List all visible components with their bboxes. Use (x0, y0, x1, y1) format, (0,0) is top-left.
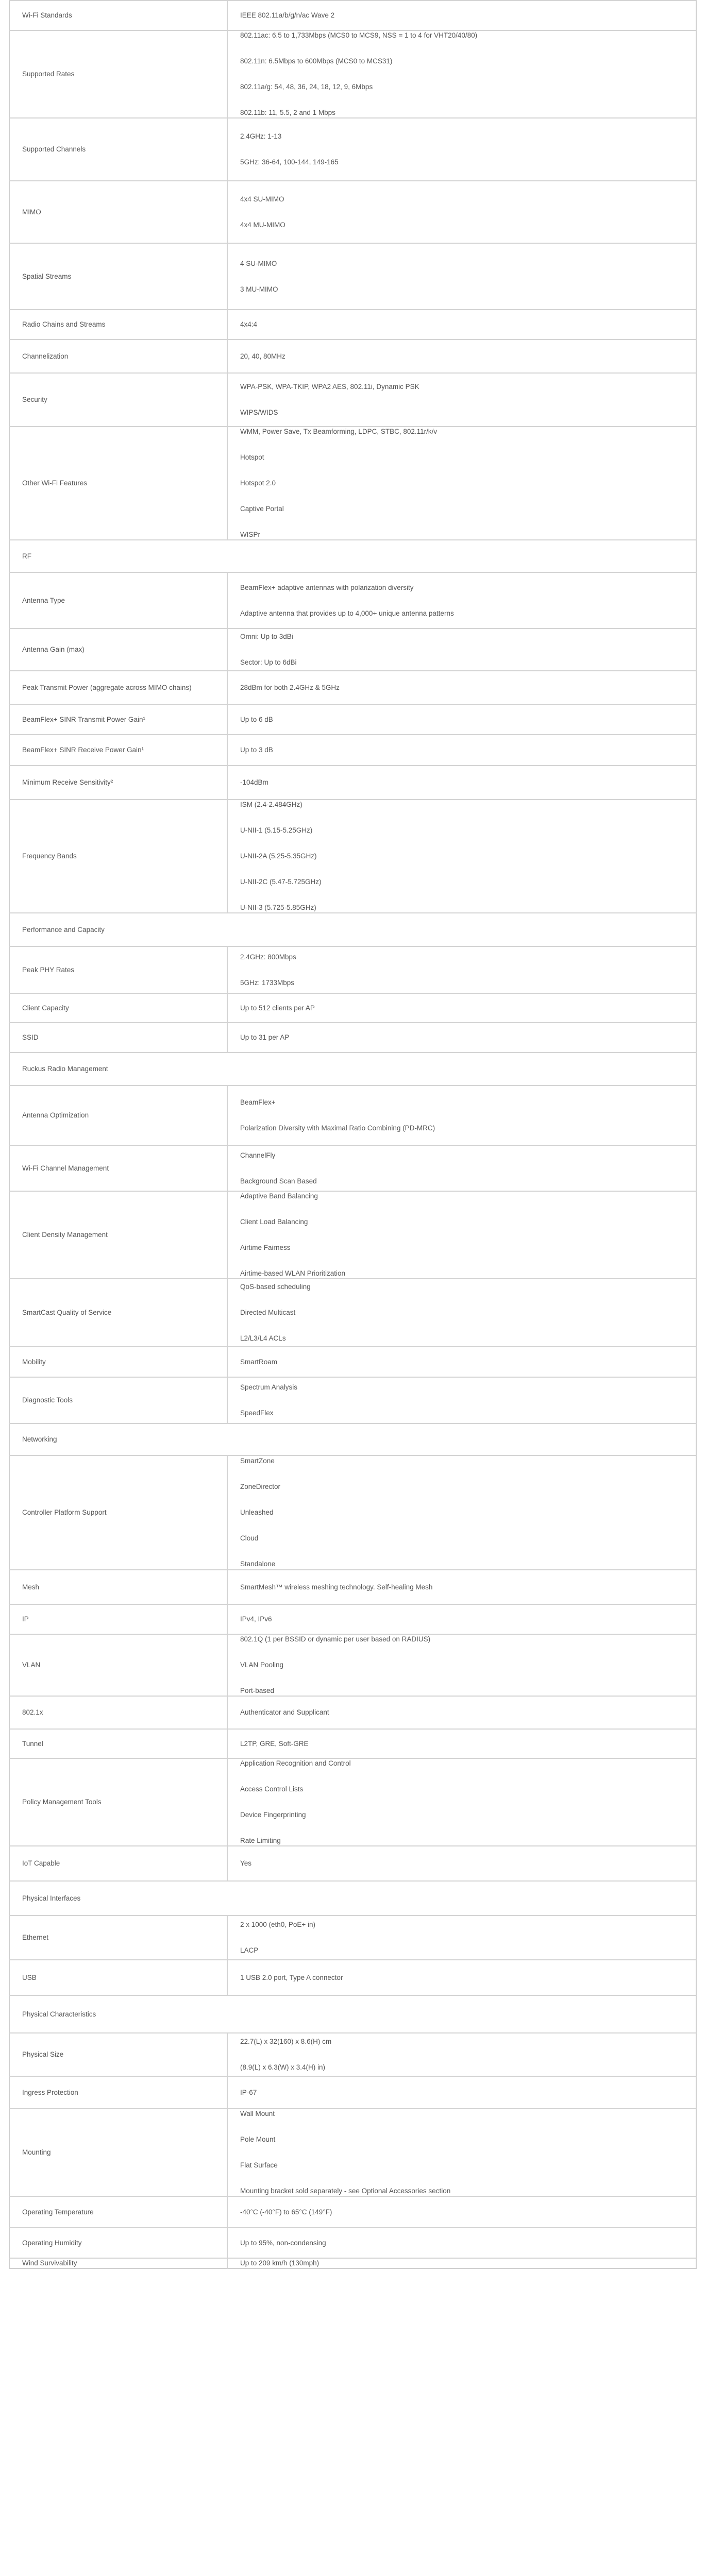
spec-label: Policy Management Tools (9, 1758, 227, 1846)
spec-label: Security (9, 373, 227, 427)
spec-value (227, 800, 696, 913)
section-heading: Physical Interfaces (9, 1881, 696, 1916)
spec-row (9, 2109, 696, 2196)
spec-value-line: 5GHz: 36-64, 100-144, 149-165 (240, 158, 339, 166)
spec-label: Antenna Type (9, 572, 227, 629)
spec-label: MIMO (9, 181, 227, 243)
spec-value-line: Hotspot (240, 453, 264, 461)
spec-row (9, 629, 696, 671)
spec-value (227, 704, 696, 735)
spec-label: IP (9, 1604, 227, 1634)
spec-value-line: 802.1Q (1 per BSSID or dynamic per user based on RADIUS) (240, 1635, 431, 1643)
spec-value (227, 373, 696, 427)
spec-row (9, 704, 696, 735)
spec-value (227, 1347, 696, 1377)
spec-value-line: U-NII-1 (5.15-5.25GHz) (240, 826, 313, 834)
spec-value-line: LACP (240, 1946, 259, 1954)
spec-value-line: Adaptive Band Balancing (240, 1192, 318, 1200)
spec-value (227, 2258, 696, 2268)
spec-value-line: Up to 512 clients per AP (240, 1004, 315, 1012)
spec-label: Other Wi-Fi Features (9, 427, 227, 540)
spec-value (227, 30, 696, 118)
spec-value-line: WIPS/WIDS (240, 409, 278, 416)
spec-value-line: Hotspot 2.0 (240, 479, 276, 487)
spec-value-line: 20, 40, 80MHz (240, 352, 285, 360)
spec-value (227, 1279, 696, 1347)
spec-value-line: SmartRoam (240, 1358, 278, 1366)
spec-row (9, 1145, 696, 1191)
spec-value-line: Up to 6 dB (240, 715, 273, 723)
spec-row (9, 1279, 696, 1347)
spec-value-line: Access Control Lists (240, 1785, 304, 1793)
spec-value (227, 946, 696, 993)
spec-row (9, 946, 696, 993)
spec-value (227, 340, 696, 373)
spec-value (227, 2109, 696, 2196)
spec-row (9, 2258, 696, 2268)
spec-row (9, 1916, 696, 1960)
spec-label: Antenna Optimization (9, 1086, 227, 1145)
spec-value-line: BeamFlex+ (240, 1098, 276, 1106)
spec-row (9, 30, 696, 118)
spec-label: Controller Platform Support (9, 1455, 227, 1570)
spec-row (9, 1086, 696, 1145)
spec-value-line: Captive Portal (240, 505, 284, 513)
spec-value-line: Up to 31 per AP (240, 1033, 290, 1041)
spec-value-line: -104dBm (240, 778, 268, 786)
spec-value-line: Standalone (240, 1560, 276, 1568)
spec-value-line: Mounting bracket sold separately - see Optional Accessories section (240, 2187, 451, 2195)
spec-value-line: Up to 209 km/h (130mph) (240, 2259, 320, 2267)
spec-label: Frequency Bands (9, 800, 227, 913)
spec-value (227, 1086, 696, 1145)
spec-value-line: Spectrum Analysis (240, 1383, 298, 1391)
section-heading: Performance and Capacity (9, 913, 696, 946)
spec-label: Ethernet (9, 1916, 227, 1960)
spec-value-line: 3 MU-MIMO (240, 285, 278, 293)
spec-value-line: Adaptive antenna that provides up to 4,000+ unique antenna patterns (240, 609, 454, 617)
spec-row (9, 671, 696, 704)
spec-value (227, 735, 696, 766)
spec-value-line: Device Fingerprinting (240, 1811, 306, 1819)
spec-label: Mesh (9, 1570, 227, 1604)
spec-value (227, 1, 696, 30)
spec-value-line: 1 USB 2.0 port, Type A connector (240, 1973, 343, 1981)
spec-row (9, 427, 696, 540)
spec-row (9, 118, 696, 181)
spec-row (9, 373, 696, 427)
spec-value-line: SpeedFlex (240, 1409, 274, 1417)
section-heading: Ruckus Radio Management (9, 1053, 696, 1086)
spec-value (227, 2076, 696, 2109)
spec-row (9, 1960, 696, 1995)
spec-row (9, 310, 696, 340)
spec-row (9, 1570, 696, 1604)
spec-value-line: 802.11n: 6.5Mbps to 600Mbps (MCS0 to MCS31) (240, 57, 393, 65)
spec-value-line: SmartZone (240, 1457, 275, 1465)
spec-value-line: 4 SU-MIMO (240, 259, 277, 267)
spec-label: Minimum Receive Sensitivity² (9, 766, 227, 800)
spec-value-line: Port-based (240, 1687, 275, 1694)
spec-row (9, 2228, 696, 2258)
spec-value (227, 181, 696, 243)
spec-row (9, 1377, 696, 1423)
spec-value-line: Airtime Fairness (240, 1244, 291, 1251)
spec-value-line: 802.11b: 11, 5.5, 2 and 1 Mbps (240, 109, 335, 116)
spec-row (9, 1023, 696, 1053)
spec-row (9, 1604, 696, 1634)
spec-value-line: 28dBm for both 2.4GHz & 5GHz (240, 683, 340, 691)
section-row (9, 1995, 696, 2033)
spec-value (227, 1455, 696, 1570)
spec-value-line: 22.7(L) x 32(160) x 8.6(H) cm (240, 2038, 332, 2045)
spec-row (9, 1347, 696, 1377)
spec-value-line: Sector: Up to 6dBi (240, 658, 297, 666)
spec-label: Peak PHY Rates (9, 946, 227, 993)
spec-value (227, 1604, 696, 1634)
spec-value (227, 2033, 696, 2076)
spec-value (227, 243, 696, 310)
spec-value-line: Application Recognition and Control (240, 1759, 351, 1767)
spec-label: Radio Chains and Streams (9, 310, 227, 340)
spec-label: Mounting (9, 2109, 227, 2196)
spec-value-line: BeamFlex+ adaptive antennas with polarization diversity (240, 583, 414, 591)
spec-value-line: Pole Mount (240, 2136, 276, 2143)
spec-label: Physical Size (9, 2033, 227, 2076)
spec-value (227, 1696, 696, 1729)
spec-value-line: Client Load Balancing (240, 1218, 308, 1226)
spec-value-line: 2.4GHz: 800Mbps (240, 953, 296, 961)
spec-row (9, 181, 696, 243)
spec-value (227, 1023, 696, 1053)
spec-row (9, 1846, 696, 1881)
spec-label: SmartCast Quality of Service (9, 1279, 227, 1347)
spec-label: Peak Transmit Power (aggregate across MIMO chains) (9, 671, 227, 704)
spec-row (9, 2076, 696, 2109)
spec-value-line: 2 x 1000 (eth0, PoE+ in) (240, 1921, 315, 1928)
spec-label: 802.1x (9, 1696, 227, 1729)
spec-label: USB (9, 1960, 227, 1995)
spec-value-line: WMM, Power Save, Tx Beamforming, LDPC, STBC, 802.11r/k/v (240, 428, 438, 435)
section-heading: Networking (9, 1423, 696, 1455)
section-row (9, 540, 696, 572)
spec-value (227, 1960, 696, 1995)
spec-value (227, 1145, 696, 1191)
spec-value-line: Wall Mount (240, 2110, 275, 2117)
spec-row (9, 1455, 696, 1570)
spec-row (9, 766, 696, 800)
spec-value (227, 1570, 696, 1604)
spec-value (227, 1191, 696, 1279)
spec-value-line: U-NII-2C (5.47-5.725GHz) (240, 878, 322, 886)
spec-value (227, 1377, 696, 1423)
spec-row (9, 1, 696, 30)
spec-value-line: ChannelFly (240, 1151, 276, 1159)
spec-value-line: L2TP, GRE, Soft-GRE (240, 1739, 309, 1748)
spec-row (9, 1729, 696, 1758)
spec-row (9, 1758, 696, 1846)
spec-value (227, 310, 696, 340)
spec-value-line: ZoneDirector (240, 1483, 281, 1490)
spec-value-line: 5GHz: 1733Mbps (240, 978, 295, 987)
spec-row (9, 993, 696, 1023)
spec-value-line: IP-67 (240, 2088, 257, 2096)
spec-label: SSID (9, 1023, 227, 1053)
spec-row (9, 572, 696, 629)
spec-label: Tunnel (9, 1729, 227, 1758)
spec-value-line: Unleashed (240, 1509, 274, 1516)
spec-value-line: 4x4 MU-MIMO (240, 221, 285, 229)
spec-label: Spatial Streams (9, 243, 227, 310)
spec-row (9, 2033, 696, 2076)
spec-label: Ingress Protection (9, 2076, 227, 2109)
spec-value-line: Up to 95%, non-condensing (240, 2239, 326, 2247)
spec-value (227, 572, 696, 629)
spec-label: Wi-Fi Channel Management (9, 1145, 227, 1191)
spec-value-line: L2/L3/L4 ACLs (240, 1334, 286, 1342)
spec-label: Supported Rates (9, 30, 227, 118)
spec-value (227, 1916, 696, 1960)
spec-value (227, 427, 696, 540)
spec-value-line: Airtime-based WLAN Prioritization (240, 1269, 346, 1277)
spec-value (227, 2228, 696, 2258)
spec-label: VLAN (9, 1634, 227, 1696)
spec-value-line: IEEE 802.11a/b/g/n/ac Wave 2 (240, 11, 335, 19)
spec-value-line: Directed Multicast (240, 1309, 296, 1316)
spec-value-line: ISM (2.4-2.484GHz) (240, 801, 302, 808)
spec-value-line: SmartMesh™ wireless meshing technology. Self-healing Mesh (240, 1583, 433, 1591)
spec-label: Client Capacity (9, 993, 227, 1023)
spec-value-line: QoS-based scheduling (240, 1283, 311, 1291)
spec-value (227, 1634, 696, 1696)
spec-value-line: WPA-PSK, WPA-TKIP, WPA2 AES, 802.11i, Dynamic PSK (240, 383, 419, 391)
spec-value-line: Authenticator and Supplicant (240, 1708, 329, 1716)
spec-value (227, 1758, 696, 1846)
spec-value (227, 118, 696, 181)
section-row (9, 913, 696, 946)
spec-value-line: WISPr (240, 531, 260, 538)
spec-value-line: (8.9(L) x 6.3(W) x 3.4(H) in) (240, 2063, 326, 2071)
section-row (9, 1423, 696, 1455)
spec-value (227, 2196, 696, 2228)
spec-label: Diagnostic Tools (9, 1377, 227, 1423)
spec-label: Wi-Fi Standards (9, 1, 227, 30)
spec-label: BeamFlex+ SINR Receive Power Gain¹ (9, 735, 227, 766)
spec-label: IoT Capable (9, 1846, 227, 1881)
spec-value-line: 802.11a/g: 54, 48, 36, 24, 18, 12, 9, 6Mbps (240, 83, 373, 91)
spec-label: Mobility (9, 1347, 227, 1377)
spec-value-line: -40°C (-40°F) to 65°C (149°F) (240, 2208, 332, 2216)
spec-row (9, 1696, 696, 1729)
spec-value (227, 766, 696, 800)
spec-label: Operating Temperature (9, 2196, 227, 2228)
spec-value-line: 2.4GHz: 1-13 (240, 132, 282, 140)
spec-value-line: VLAN Pooling (240, 1661, 284, 1669)
spec-row (9, 735, 696, 766)
spec-value-line: Background Scan Based (240, 1177, 317, 1185)
spec-value-line: Yes (240, 1859, 252, 1867)
spec-value-line: Polarization Diversity with Maximal Ratio Combining (PD-MRC) (240, 1124, 435, 1132)
spec-value-line: 802.11ac: 6.5 to 1,733Mbps (MCS0 to MCS9, NSS = 1 to 4 for VHT20/40/80) (240, 31, 478, 39)
spec-row (9, 243, 696, 310)
spec-table (9, 0, 697, 2269)
spec-value-line: Up to 3 dB (240, 746, 273, 754)
spec-label: Operating Humidity (9, 2228, 227, 2258)
section-row (9, 1881, 696, 1916)
spec-label: Supported Channels (9, 118, 227, 181)
spec-value-line: IPv4, IPv6 (240, 1615, 272, 1623)
section-heading: RF (9, 540, 696, 572)
spec-row (9, 340, 696, 373)
spec-value-line: 4x4 SU-MIMO (240, 195, 284, 203)
spec-value-line: U-NII-3 (5.725-5.85GHz) (240, 904, 316, 911)
spec-value-line: 4x4:4 (240, 320, 258, 328)
spec-row (9, 1191, 696, 1279)
spec-value-line: U-NII-2A (5.25-5.35GHz) (240, 852, 317, 860)
spec-label: Antenna Gain (max) (9, 629, 227, 671)
spec-value (227, 1846, 696, 1881)
spec-label: Client Density Management (9, 1191, 227, 1279)
spec-label: Channelization (9, 340, 227, 373)
spec-table-body (9, 1, 696, 2268)
spec-row (9, 1634, 696, 1696)
spec-value-line: Rate Limiting (240, 1837, 281, 1844)
spec-value (227, 629, 696, 671)
spec-value (227, 993, 696, 1023)
spec-value-line: Cloud (240, 1534, 259, 1542)
section-heading: Physical Characteristics (9, 1995, 696, 2033)
spec-label: BeamFlex+ SINR Transmit Power Gain¹ (9, 704, 227, 735)
section-row (9, 1053, 696, 1086)
spec-value-line: Flat Surface (240, 2161, 278, 2169)
spec-row (9, 2196, 696, 2228)
spec-row (9, 800, 696, 913)
spec-value-line: Omni: Up to 3dBi (240, 633, 293, 640)
spec-value (227, 671, 696, 704)
spec-value (227, 1729, 696, 1758)
spec-label: Wind Survivability (9, 2258, 227, 2268)
